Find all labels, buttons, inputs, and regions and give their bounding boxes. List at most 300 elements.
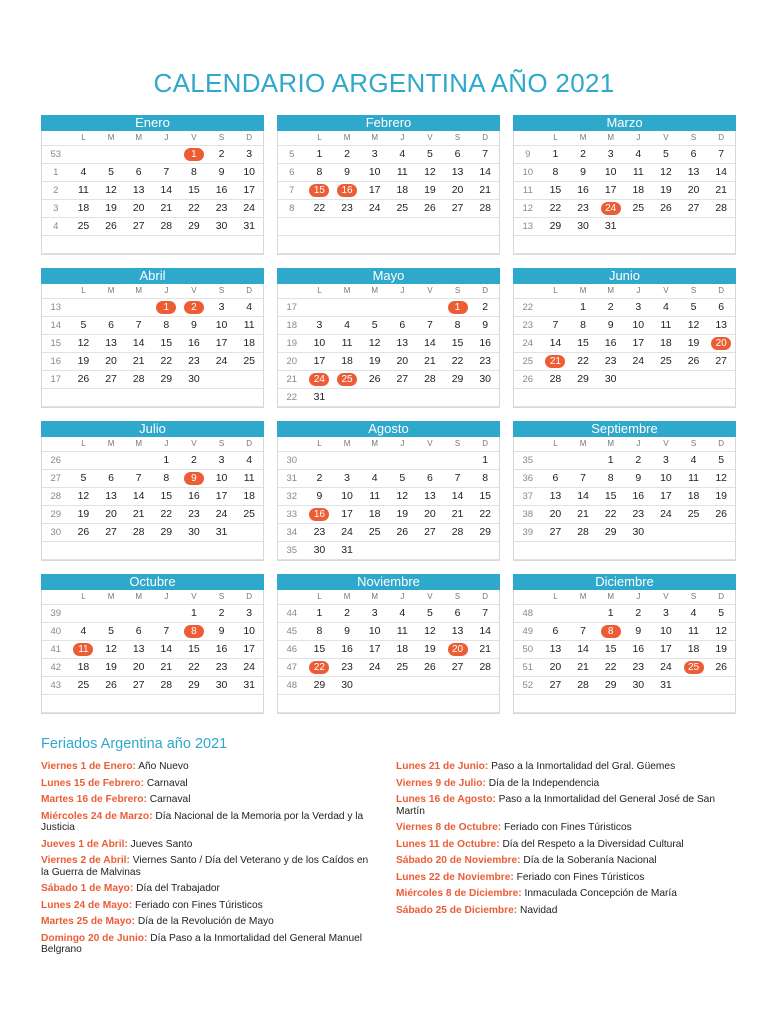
week-number: 2: [42, 182, 70, 200]
week-number: 50: [514, 641, 542, 659]
day-cell: 7: [707, 146, 735, 164]
week-number: [514, 389, 542, 407]
day-cell: [652, 389, 680, 407]
day-cell: 27: [416, 524, 444, 542]
month-days-grid: [513, 437, 736, 561]
week-number: 4: [42, 218, 70, 236]
weekday-header: J: [389, 131, 417, 146]
day-cell: [569, 452, 597, 470]
weekday-header: J: [153, 437, 181, 452]
weekday-header: V: [180, 284, 208, 299]
day-cell: 20: [389, 353, 417, 371]
day-cell: [597, 542, 625, 560]
day-cell: 28: [471, 200, 499, 218]
day-cell: 11: [652, 317, 680, 335]
day-cell: 30: [471, 371, 499, 389]
day-cell: [208, 542, 236, 560]
day-cell: 25: [361, 524, 389, 542]
day-cell: 31: [652, 677, 680, 695]
week-number: 34: [278, 524, 306, 542]
day-cell: [97, 452, 125, 470]
day-cell: 3: [208, 452, 236, 470]
week-number: [42, 389, 70, 407]
day-cell: 9: [208, 164, 236, 182]
week-number: 9: [514, 146, 542, 164]
month-days-grid: [513, 131, 736, 255]
day-cell: 13: [444, 164, 472, 182]
weekday-header: S: [444, 590, 472, 605]
day-cell: 22: [153, 506, 181, 524]
day-cell: 14: [125, 488, 153, 506]
day-cell: 7: [444, 470, 472, 488]
day-cell: 29: [180, 218, 208, 236]
week-number: [278, 218, 306, 236]
weekday-header: J: [625, 437, 653, 452]
day-cell: 15: [153, 335, 181, 353]
day-cell: [471, 677, 499, 695]
day-cell: 25: [235, 506, 263, 524]
day-cell: 14: [569, 488, 597, 506]
month-septiembre: [513, 421, 736, 561]
day-cell: 29: [306, 677, 334, 695]
day-cell: 10: [361, 164, 389, 182]
weekday-header: J: [153, 590, 181, 605]
day-cell: 20: [416, 506, 444, 524]
day-cell: [125, 542, 153, 560]
day-cell: [542, 542, 570, 560]
weekday-header: D: [471, 590, 499, 605]
day-cell: [542, 299, 570, 317]
day-cell: [97, 605, 125, 623]
day-cell: 21: [471, 182, 499, 200]
day-cell: 6: [444, 605, 472, 623]
day-cell: [125, 452, 153, 470]
holiday-entry: [41, 778, 371, 790]
day-cell: 15: [180, 182, 208, 200]
day-cell: 8: [569, 317, 597, 335]
month-name: Febrero: [277, 115, 500, 131]
weekday-header: J: [153, 284, 181, 299]
week-header-blank: [42, 284, 70, 299]
holiday-day: 16: [337, 184, 357, 197]
day-cell: 6: [97, 470, 125, 488]
day-cell: [235, 524, 263, 542]
holiday-day: 24: [309, 373, 329, 386]
weekday-header: M: [569, 437, 597, 452]
day-cell-holiday: [306, 371, 334, 389]
day-cell: 14: [471, 623, 499, 641]
weekday-header: M: [97, 590, 125, 605]
holiday-description: Carnaval: [146, 777, 188, 789]
day-cell: [707, 695, 735, 713]
day-cell: 20: [542, 506, 570, 524]
day-cell: 2: [625, 605, 653, 623]
day-cell: 30: [180, 524, 208, 542]
day-cell: 17: [652, 488, 680, 506]
day-cell: [707, 371, 735, 389]
day-cell: 3: [333, 470, 361, 488]
weekday-header: S: [444, 437, 472, 452]
day-cell: 14: [471, 164, 499, 182]
week-number: 28: [42, 488, 70, 506]
day-cell: 4: [652, 299, 680, 317]
holiday-date: Jueves 1 de Abril:: [41, 838, 128, 850]
day-cell: 2: [333, 146, 361, 164]
day-cell: 26: [70, 371, 98, 389]
holiday-day: 9: [184, 472, 204, 485]
day-cell: [97, 236, 125, 254]
week-header-blank: [42, 131, 70, 146]
day-cell: 19: [389, 506, 417, 524]
day-cell: [306, 218, 334, 236]
day-cell: 15: [180, 641, 208, 659]
weekday-header: M: [125, 284, 153, 299]
day-cell: 20: [542, 659, 570, 677]
month-days-grid: [41, 590, 264, 714]
month-enero: [41, 115, 264, 255]
day-cell: 28: [707, 200, 735, 218]
holidays-title: Feriados Argentina año 2021: [41, 736, 228, 752]
day-cell: 6: [707, 299, 735, 317]
day-cell: 28: [125, 371, 153, 389]
day-cell: 11: [235, 470, 263, 488]
holiday-date: Viernes 9 de Julio:: [396, 777, 486, 789]
day-cell: 3: [361, 146, 389, 164]
day-cell: 2: [597, 299, 625, 317]
day-cell: [542, 452, 570, 470]
day-cell: 30: [625, 677, 653, 695]
day-cell: 21: [569, 506, 597, 524]
day-cell: [416, 452, 444, 470]
holiday-entry: [396, 794, 726, 817]
day-cell: [153, 605, 181, 623]
weekday-header: M: [569, 131, 597, 146]
month-abril: [41, 268, 264, 408]
day-cell: 18: [625, 182, 653, 200]
day-cell: 23: [333, 659, 361, 677]
month-noviembre: [277, 574, 500, 714]
week-number: 13: [42, 299, 70, 317]
week-number: 26: [42, 452, 70, 470]
week-number: [278, 236, 306, 254]
day-cell: [597, 389, 625, 407]
day-cell: 23: [333, 200, 361, 218]
day-cell: 10: [652, 470, 680, 488]
week-number: [42, 542, 70, 560]
day-cell: [416, 299, 444, 317]
day-cell: 27: [444, 200, 472, 218]
day-cell: 11: [70, 182, 98, 200]
day-cell: [70, 605, 98, 623]
weekday-header: S: [208, 131, 236, 146]
day-cell: 25: [70, 677, 98, 695]
day-cell: [70, 542, 98, 560]
weekday-header: S: [208, 284, 236, 299]
holiday-day: 1: [448, 301, 468, 314]
day-cell-holiday: [180, 146, 208, 164]
day-cell: 19: [416, 641, 444, 659]
day-cell: 10: [333, 488, 361, 506]
day-cell: 28: [153, 677, 181, 695]
weekday-header: J: [625, 131, 653, 146]
day-cell: [471, 695, 499, 713]
day-cell: 9: [625, 623, 653, 641]
day-cell: 27: [707, 353, 735, 371]
day-cell: 2: [180, 452, 208, 470]
weekday-header: V: [652, 437, 680, 452]
day-cell: 5: [416, 146, 444, 164]
day-cell: 7: [153, 623, 181, 641]
weekday-header: J: [625, 590, 653, 605]
day-cell: 30: [625, 524, 653, 542]
holiday-description: Paso a la Inmortalidad del Gral. Güemes: [491, 761, 676, 772]
weekday-header: L: [542, 590, 570, 605]
day-cell: 10: [597, 164, 625, 182]
month-name: Abril: [41, 268, 264, 284]
day-cell: [569, 542, 597, 560]
week-number: 26: [514, 371, 542, 389]
day-cell: [707, 236, 735, 254]
day-cell: 8: [180, 164, 208, 182]
day-cell: 19: [70, 506, 98, 524]
day-cell: 26: [416, 659, 444, 677]
holiday-description: Día de la Soberanía Nacional: [523, 855, 657, 866]
day-cell: 3: [208, 299, 236, 317]
day-cell-holiday: [70, 641, 98, 659]
weekday-header: L: [306, 131, 334, 146]
day-cell: 17: [208, 488, 236, 506]
weekday-header: M: [569, 590, 597, 605]
day-cell: [208, 371, 236, 389]
week-number: 20: [278, 353, 306, 371]
day-cell: 8: [306, 164, 334, 182]
weekday-header: V: [416, 437, 444, 452]
day-cell: 20: [125, 200, 153, 218]
day-cell: 13: [97, 488, 125, 506]
weekday-header: S: [444, 131, 472, 146]
day-cell: 22: [597, 659, 625, 677]
day-cell: 17: [208, 335, 236, 353]
day-cell: 1: [153, 452, 181, 470]
day-cell: 21: [125, 506, 153, 524]
day-cell: 21: [471, 641, 499, 659]
holiday-description: Inmaculada Concepción de María: [524, 888, 677, 899]
holiday-description: Feriado con Fines Túristicos: [516, 871, 645, 883]
weekday-header: S: [680, 437, 708, 452]
day-cell: 1: [597, 452, 625, 470]
day-cell: 26: [389, 524, 417, 542]
day-cell: 25: [680, 506, 708, 524]
day-cell: 16: [208, 641, 236, 659]
holiday-entry: [396, 839, 726, 851]
day-cell: 29: [597, 677, 625, 695]
day-cell: 13: [97, 335, 125, 353]
day-cell: [97, 146, 125, 164]
day-cell: 30: [180, 371, 208, 389]
day-cell: [235, 236, 263, 254]
month-name: Julio: [41, 421, 264, 437]
day-cell: 16: [471, 335, 499, 353]
month-days-grid: [277, 437, 500, 561]
day-cell: 31: [235, 677, 263, 695]
day-cell: 6: [680, 146, 708, 164]
week-number: 21: [278, 371, 306, 389]
day-cell: [389, 677, 417, 695]
week-number: 43: [42, 677, 70, 695]
day-cell: 12: [70, 335, 98, 353]
day-cell: 16: [180, 488, 208, 506]
day-cell: 15: [444, 335, 472, 353]
weekday-header: L: [542, 131, 570, 146]
day-cell-holiday: [180, 623, 208, 641]
week-number: 1: [42, 164, 70, 182]
day-cell: 17: [333, 506, 361, 524]
week-number: [514, 695, 542, 713]
day-cell: [361, 218, 389, 236]
weekday-header: M: [97, 131, 125, 146]
weekday-header: M: [597, 437, 625, 452]
day-cell: [569, 605, 597, 623]
day-cell: 22: [153, 353, 181, 371]
day-cell: 12: [680, 317, 708, 335]
holiday-date: Lunes 24 de Mayo:: [41, 899, 133, 911]
day-cell: 5: [707, 452, 735, 470]
day-cell: 9: [625, 470, 653, 488]
week-number: 42: [42, 659, 70, 677]
day-cell: [153, 146, 181, 164]
holiday-date: Domingo 20 de Junio:: [41, 932, 148, 944]
day-cell: 24: [333, 524, 361, 542]
week-number: [42, 236, 70, 254]
day-cell: [444, 389, 472, 407]
day-cell: 13: [542, 641, 570, 659]
day-cell: 23: [569, 200, 597, 218]
day-cell: 7: [471, 605, 499, 623]
day-cell: 3: [306, 317, 334, 335]
day-cell-holiday: [597, 623, 625, 641]
day-cell: 8: [471, 470, 499, 488]
day-cell: 5: [416, 605, 444, 623]
week-header-blank: [514, 437, 542, 452]
day-cell: 25: [70, 218, 98, 236]
day-cell: [625, 695, 653, 713]
holiday-description: Viernes Santo / Día del Veterano y de los Caídos en la Guerra de Malvinas: [41, 855, 369, 878]
week-number: [278, 695, 306, 713]
day-cell: 26: [652, 200, 680, 218]
day-cell: 11: [389, 623, 417, 641]
weekday-header: J: [153, 131, 181, 146]
month-days-grid: [41, 284, 264, 408]
day-cell: 19: [652, 182, 680, 200]
day-cell: 29: [180, 677, 208, 695]
weekday-header: D: [235, 284, 263, 299]
day-cell: 26: [361, 371, 389, 389]
month-agosto: [277, 421, 500, 561]
day-cell: [361, 695, 389, 713]
weekday-header: V: [180, 437, 208, 452]
day-cell-holiday: [306, 506, 334, 524]
day-cell: 13: [125, 182, 153, 200]
day-cell: 12: [707, 470, 735, 488]
holiday-date: Sábado 1 de Mayo:: [41, 883, 134, 894]
day-cell: 1: [569, 299, 597, 317]
day-cell-holiday: [333, 371, 361, 389]
day-cell: 18: [235, 335, 263, 353]
day-cell: 9: [180, 317, 208, 335]
day-cell: [70, 299, 98, 317]
day-cell: 31: [208, 524, 236, 542]
day-cell: [125, 236, 153, 254]
month-days-grid: [277, 590, 500, 714]
day-cell: 17: [235, 182, 263, 200]
day-cell: 14: [416, 335, 444, 353]
day-cell: 13: [389, 335, 417, 353]
month-name: Junio: [513, 268, 736, 284]
week-number: 25: [514, 353, 542, 371]
day-cell-holiday: [542, 353, 570, 371]
day-cell: 1: [180, 605, 208, 623]
day-cell: 26: [97, 677, 125, 695]
weekday-header: L: [542, 437, 570, 452]
month-days-grid: [513, 284, 736, 408]
day-cell: [389, 542, 417, 560]
holiday-description: Jueves Santo: [130, 838, 193, 850]
day-cell: 7: [416, 317, 444, 335]
day-cell: [97, 299, 125, 317]
day-cell: 12: [416, 164, 444, 182]
day-cell: [361, 677, 389, 695]
day-cell: 26: [707, 659, 735, 677]
holiday-description: Día del Respeto a la Diversidad Cultural: [502, 838, 684, 850]
month-mayo: [277, 268, 500, 408]
page-title: CALENDARIO ARGENTINA AÑO 2021: [153, 68, 615, 98]
day-cell: 24: [652, 659, 680, 677]
day-cell: 13: [444, 623, 472, 641]
weekday-header: L: [542, 284, 570, 299]
day-cell: 7: [153, 164, 181, 182]
day-cell: 4: [680, 452, 708, 470]
weekday-header: L: [306, 590, 334, 605]
day-cell: 6: [125, 623, 153, 641]
day-cell: 29: [542, 218, 570, 236]
day-cell: [652, 371, 680, 389]
day-cell: 27: [125, 677, 153, 695]
day-cell: [180, 695, 208, 713]
weekday-header: M: [97, 284, 125, 299]
day-cell: 12: [389, 488, 417, 506]
day-cell: 21: [444, 506, 472, 524]
day-cell: 10: [235, 623, 263, 641]
day-cell: 8: [444, 317, 472, 335]
holiday-entry: [41, 855, 371, 878]
day-cell: 22: [542, 200, 570, 218]
day-cell: 10: [306, 335, 334, 353]
day-cell: [306, 452, 334, 470]
month-name: Agosto: [277, 421, 500, 437]
weekday-header: J: [389, 437, 417, 452]
day-cell: 28: [444, 524, 472, 542]
day-cell: 6: [542, 623, 570, 641]
weekday-header: D: [471, 131, 499, 146]
day-cell: 29: [153, 524, 181, 542]
month-days-grid: [513, 590, 736, 714]
day-cell: [444, 452, 472, 470]
day-cell: [361, 236, 389, 254]
day-cell: 9: [208, 623, 236, 641]
week-header-blank: [42, 590, 70, 605]
week-number: 48: [514, 605, 542, 623]
day-cell: 3: [361, 605, 389, 623]
